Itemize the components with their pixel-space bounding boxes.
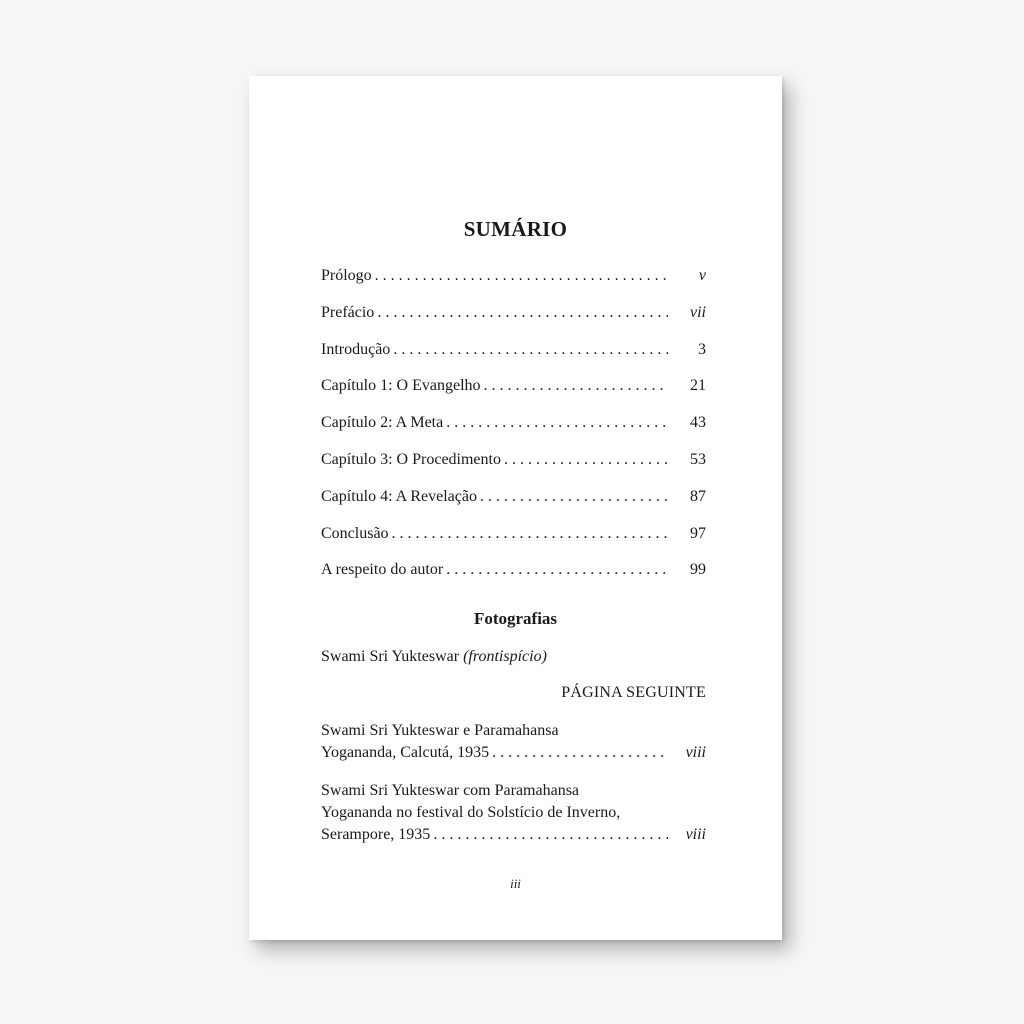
frontispiece-name: Swami Sri Yukteswar bbox=[321, 648, 460, 665]
dot-leader bbox=[375, 258, 668, 295]
photo-page: viii bbox=[685, 826, 706, 843]
toc-entry bbox=[321, 332, 706, 369]
toc-entry bbox=[321, 368, 706, 405]
toc-entry bbox=[321, 295, 706, 332]
photos-heading: Fotografias bbox=[473, 609, 558, 628]
photo-entry bbox=[321, 720, 706, 764]
toc-entry-label: A respeito do autor bbox=[321, 561, 444, 579]
toc-entry-page: 87 bbox=[690, 487, 706, 505]
dot-leader bbox=[393, 332, 668, 369]
toc-entry bbox=[321, 405, 706, 442]
photo-caption-line: Swami Sri Yukteswar e Paramahansa bbox=[321, 722, 559, 739]
toc-entry bbox=[321, 552, 706, 589]
table-of-contents bbox=[321, 258, 706, 589]
toc-entry bbox=[321, 516, 706, 553]
dot-leader bbox=[433, 824, 668, 846]
photo-caption-last-line bbox=[321, 742, 706, 764]
toc-entry-page: 53 bbox=[690, 450, 706, 468]
toc-entry-page: 43 bbox=[690, 414, 706, 432]
dot-leader bbox=[392, 516, 668, 553]
frontispiece-entry bbox=[321, 646, 706, 668]
toc-entry-label: Prefácio bbox=[321, 303, 375, 321]
toc-entry-label: Prólogo bbox=[321, 267, 372, 284]
dot-leader bbox=[484, 368, 668, 405]
photo-caption-line: Yogananda no festival do Solstício de Inverno, bbox=[321, 804, 621, 821]
toc-entry-label: Capítulo 4: A Revelação bbox=[321, 487, 477, 505]
photos-list bbox=[321, 646, 706, 846]
dot-leader bbox=[446, 405, 668, 442]
photo-caption-line: Swami Sri Yukteswar com Paramahansa bbox=[321, 782, 580, 799]
toc-entry-label: Conclusão bbox=[321, 524, 389, 542]
toc-entry-page: 99 bbox=[690, 561, 706, 579]
dot-leader bbox=[377, 295, 668, 332]
photo-caption-line: Serampore, 1935 bbox=[321, 826, 431, 843]
toc-entry-page: 3 bbox=[698, 340, 706, 358]
toc-entry-label: Capítulo 3: O Procedimento bbox=[321, 450, 501, 468]
page-title: SUMÁRIO bbox=[463, 217, 568, 241]
toc-entry-page: vii bbox=[690, 303, 706, 321]
photo-entry bbox=[321, 780, 706, 846]
page-number: iii bbox=[510, 876, 521, 891]
toc-entry bbox=[321, 442, 706, 479]
dot-leader bbox=[492, 742, 668, 764]
toc-entry bbox=[321, 258, 706, 295]
toc-entry-label: Capítulo 1: O Evangelho bbox=[321, 377, 481, 395]
dot-leader bbox=[446, 552, 668, 589]
frontispiece-note: (frontispício) bbox=[463, 648, 547, 665]
book-page bbox=[249, 76, 782, 940]
next-page-label: PÁGINA SEGUINTE bbox=[561, 684, 706, 701]
dot-leader bbox=[504, 442, 668, 479]
toc-entry-label: Introdução bbox=[321, 340, 391, 358]
toc-entry-page: 97 bbox=[690, 524, 706, 542]
dot-leader bbox=[480, 479, 668, 516]
toc-entry-page: v bbox=[698, 267, 706, 284]
toc-entry-page: 21 bbox=[690, 377, 706, 395]
photo-caption-line: Yogananda, Calcutá, 1935 bbox=[321, 744, 490, 761]
photo-page: viii bbox=[685, 744, 706, 761]
toc-entry bbox=[321, 479, 706, 516]
photo-caption-last-line bbox=[321, 824, 706, 846]
toc-entry-label: Capítulo 2: A Meta bbox=[321, 414, 444, 432]
